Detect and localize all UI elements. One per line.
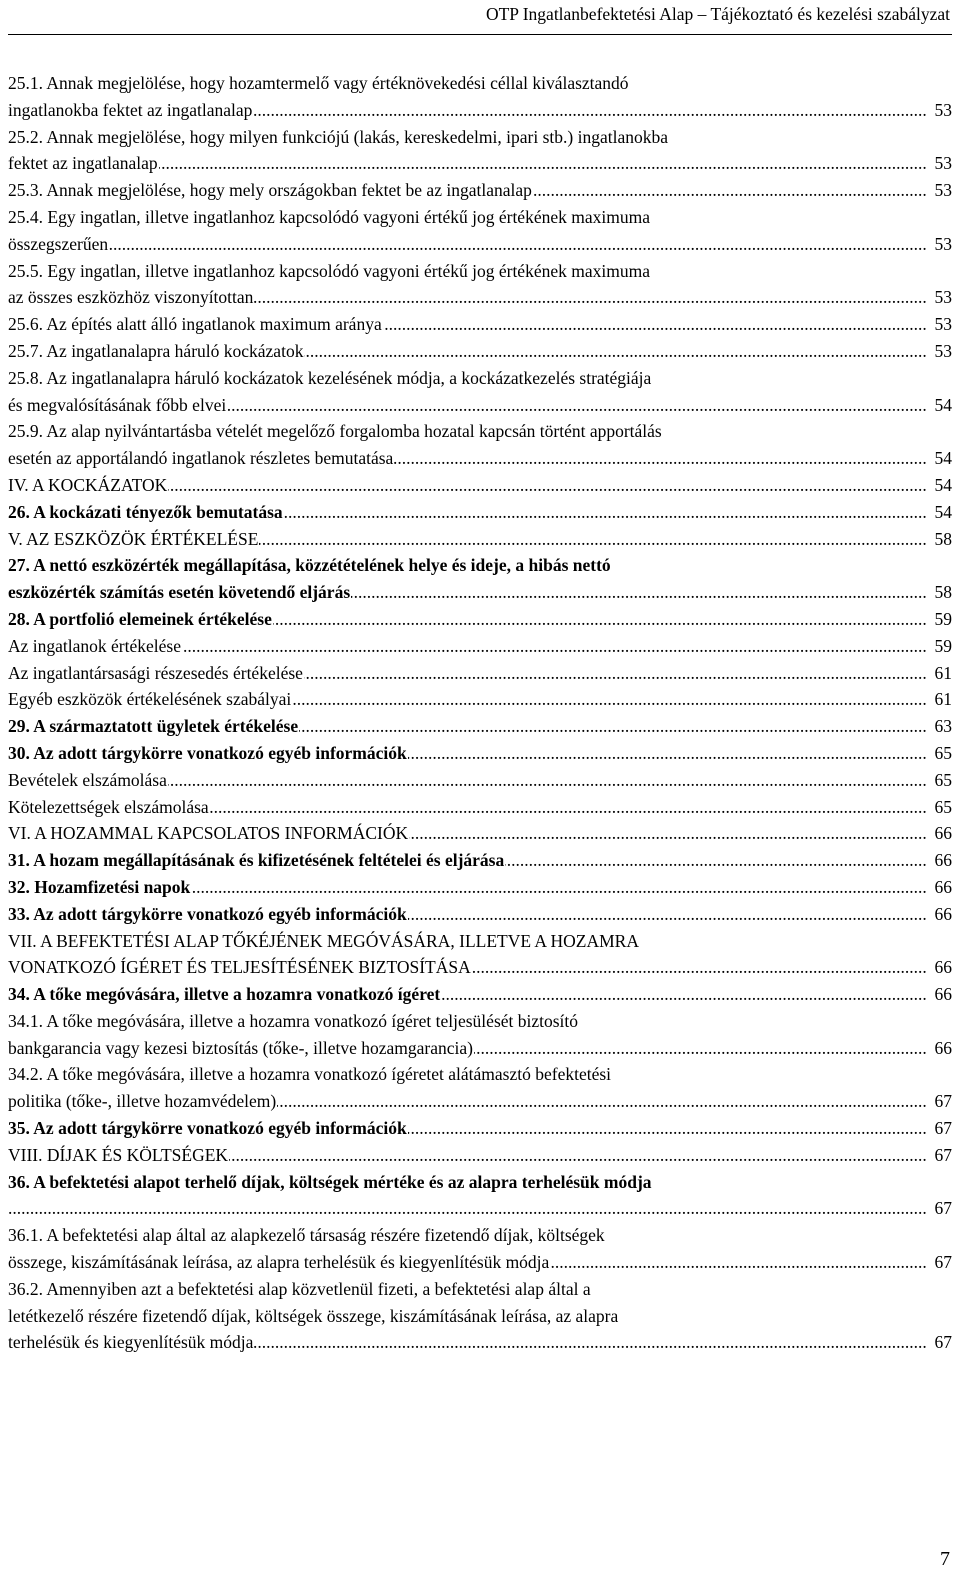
toc-entry[interactable] — [8, 231, 952, 258]
toc-entry-page: 53 — [933, 150, 953, 177]
toc-entry-text: összege, kiszámításának leírása, az alapra terhelésük és kiegyenlítésük módja — [8, 1252, 550, 1273]
toc-entry-page: 53 — [933, 284, 953, 311]
toc-entry-text: 34.2. A tőke megóvására, illetve a hozamra vonatkozó ígéretet alátámasztó befektetési — [8, 1064, 612, 1085]
toc-entry-text: IV. A KOCKÁZATOK — [8, 474, 168, 495]
toc-entry[interactable] — [8, 981, 952, 1008]
toc-entry-text: az összes eszközhöz viszonyítottan — [8, 287, 254, 308]
toc-entry-text: 34. A tőke megóvására, illetve a hozamra vonatkozó ígéret — [8, 984, 441, 1005]
toc-entry-text: 30. Az adott tárgykörre vonatkozó egyéb információk — [8, 742, 407, 763]
toc-entry-text: 34.1. A tőke megóvására, illetve a hozamra vonatkozó ígéret teljesülését biztosító — [8, 1010, 579, 1031]
toc-entry[interactable] — [8, 338, 952, 365]
toc-entry-page: 53 — [933, 311, 953, 338]
toc-entry[interactable] — [8, 552, 952, 579]
toc-entry-text: 28. A portfolió elemeinek értékelése — [8, 608, 272, 629]
toc-entry-page: 59 — [933, 606, 953, 633]
toc-entry[interactable] — [8, 901, 952, 928]
toc-entry-page: 67 — [933, 1088, 953, 1115]
toc-entry[interactable] — [8, 1276, 952, 1303]
toc-entry[interactable] — [8, 1035, 952, 1062]
table-of-contents — [8, 70, 952, 1356]
toc-entry-page: 61 — [933, 686, 953, 713]
toc-entry[interactable] — [8, 204, 952, 231]
toc-entry-page: 67 — [933, 1142, 953, 1169]
toc-entry-page: 66 — [933, 874, 953, 901]
toc-entry[interactable] — [8, 820, 952, 847]
toc-entry-page: 54 — [933, 472, 953, 499]
toc-entry[interactable] — [8, 740, 952, 767]
toc-entry[interactable] — [8, 1222, 952, 1249]
toc-entry-text: Kötelezettségek elszámolása — [8, 796, 209, 817]
toc-entry-text: VII. A BEFEKTETÉSI ALAP TŐKÉJÉNEK MEGÓVÁSÁRA, ILLETVE A HOZAMRA — [8, 930, 639, 951]
toc-entry-page: 54 — [933, 445, 953, 472]
toc-entry[interactable] — [8, 579, 952, 606]
toc-entry-text: Az ingatlanok értékelése — [8, 635, 181, 656]
toc-entry-text: 25.7. Az ingatlanalapra háruló kockázatok — [8, 340, 304, 361]
toc-entry-text: 31. A hozam megállapításának és kifizetésének feltételei és eljárása — [8, 850, 505, 871]
toc-entry[interactable] — [8, 1061, 952, 1088]
header-rule — [8, 34, 952, 35]
toc-entry-text: VONATKOZÓ ÍGÉRET ÉS TELJESÍTÉSÉNEK BIZTOSÍTÁSA — [8, 957, 471, 978]
toc-entry-text: 27. A nettó eszközérték megállapítása, közzétételének helye és ideje, a hibás nettó — [8, 555, 611, 576]
toc-entry[interactable] — [8, 177, 952, 204]
toc-entry-text — [8, 1198, 9, 1218]
page-header: OTP Ingatlanbefektetési Alap – Tájékoztató és kezelési szabályzat — [485, 4, 950, 24]
toc-entry-text: VI. A HOZAMMAL KAPCSOLATOS INFORMÁCIÓK — [8, 823, 409, 844]
toc-entry[interactable] — [8, 606, 952, 633]
toc-entry-page: 53 — [933, 231, 953, 258]
toc-entry-text: VIII. DÍJAK ÉS KÖLTSÉGEK — [8, 1144, 229, 1165]
toc-entry-page: 53 — [933, 338, 953, 365]
toc-entry-text: politika (tőke-, illetve hozamvédelem) — [8, 1091, 277, 1112]
toc-entry[interactable] — [8, 954, 952, 981]
toc-entry-page: 66 — [933, 981, 953, 1008]
toc-entry-page: 67 — [933, 1195, 953, 1222]
toc-entry[interactable] — [8, 847, 952, 874]
page-number: 7 — [940, 1548, 950, 1570]
toc-entry-text: 35. Az adott tárgykörre vonatkozó egyéb információk — [8, 1118, 407, 1139]
toc-entry[interactable] — [8, 794, 952, 821]
toc-entry-page: 59 — [933, 633, 953, 660]
toc-entry[interactable] — [8, 499, 952, 526]
toc-entry-page: 67 — [933, 1249, 953, 1276]
toc-entry-text: V. AZ ESZKÖZÖK ÉRTÉKELÉSE — [8, 528, 259, 549]
toc-entry-page: 54 — [933, 392, 953, 419]
toc-entry[interactable] — [8, 1115, 952, 1142]
toc-entry[interactable] — [8, 258, 952, 285]
toc-entry[interactable] — [8, 713, 952, 740]
toc-entry-page: 63 — [933, 713, 953, 740]
toc-entry-text: 36.1. A befektetési alap által az alapkezelő társaság részére fizetendő díjak, költségek — [8, 1225, 605, 1246]
toc-entry-page: 66 — [933, 820, 953, 847]
toc-entry-text: 25.9. Az alap nyilvántartásba vételét megelőző forgalomba hozatal kapcsán történt apportálás — [8, 421, 662, 442]
toc-entry-text: 25.2. Annak megjelölése, hogy milyen funkciójú (lakás, kereskedelmi, ipari stb.) ingatlanokba — [8, 126, 668, 147]
toc-entry-page: 58 — [933, 526, 953, 553]
toc-entry[interactable] — [8, 70, 952, 97]
toc-entry-page: 66 — [933, 847, 953, 874]
toc-entry[interactable] — [8, 284, 952, 311]
toc-entry-page: 53 — [933, 177, 953, 204]
toc-entry[interactable] — [8, 1303, 952, 1330]
toc-entry-page: 65 — [933, 794, 953, 821]
toc-entry-text: esetén az apportálandó ingatlanok részletes bemutatása — [8, 448, 394, 469]
toc-entry[interactable] — [8, 150, 952, 177]
toc-entry[interactable] — [8, 874, 952, 901]
toc-entry[interactable] — [8, 633, 952, 660]
toc-entry-text: és megvalósításának főbb elvei — [8, 394, 227, 415]
toc-entry-page: 66 — [933, 1035, 953, 1062]
toc-entry-page: 54 — [933, 499, 953, 526]
toc-entry[interactable] — [8, 1249, 952, 1276]
toc-entry-page: 66 — [933, 954, 953, 981]
toc-entry-text: 25.3. Annak megjelölése, hogy mely országokban fektet be az ingatlanalap — [8, 180, 532, 201]
toc-entry-page: 67 — [933, 1115, 953, 1142]
toc-entry-text: eszközérték számítás esetén követendő eljárás — [8, 582, 351, 603]
toc-entry[interactable] — [8, 1329, 952, 1356]
toc-entry-text: 26. A kockázati tényezők bemutatása — [8, 501, 283, 522]
toc-entry[interactable] — [8, 1088, 952, 1115]
toc-entry-text: letétkezelő részére fizetendő díjak, költségek összege, kiszámításának leírása, az alapra — [8, 1305, 619, 1326]
toc-entry[interactable] — [8, 365, 952, 392]
toc-entry-page: 67 — [933, 1329, 953, 1356]
toc-entry-text: 36. A befektetési alapot terhelő díjak, költségek mértéke és az alapra terhelésük módja — [8, 1171, 652, 1192]
toc-entry[interactable] — [8, 660, 952, 687]
toc-entry[interactable] — [8, 1169, 952, 1196]
toc-entry-page: 65 — [933, 767, 953, 794]
toc-entry-text: Bevételek elszámolása — [8, 769, 167, 790]
toc-entry-page: 61 — [933, 660, 953, 687]
toc-entry-page: 66 — [933, 901, 953, 928]
toc-entry-text: bankgarancia vagy kezesi biztosítás (tőke-, illetve hozamgarancia) — [8, 1037, 473, 1058]
toc-entry-text: ingatlanokba fektet az ingatlanalap — [8, 99, 253, 120]
toc-entry[interactable] — [8, 311, 952, 338]
toc-entry[interactable] — [8, 472, 952, 499]
toc-entry-text: 25.4. Egy ingatlan, illetve ingatlanhoz kapcsolódó vagyoni értékű jog értékének maximuma — [8, 206, 650, 227]
toc-entry-text: 29. A származtatott ügyletek értékelése — [8, 716, 299, 737]
toc-entry-text: Az ingatlantársasági részesedés értékelése — [8, 662, 303, 683]
toc-entry-text: 36.2. Amennyiben azt a befektetési alap közvetlenül fizeti, a befektetési alap által a — [8, 1278, 591, 1299]
toc-entry[interactable] — [8, 526, 952, 553]
toc-entry-page: 53 — [933, 97, 953, 124]
toc-entry-text: 25.1. Annak megjelölése, hogy hozamtermelő vagy értéknövekedési céllal kiválasztandó — [8, 73, 629, 93]
toc-entry-text: 33. Az adott tárgykörre vonatkozó egyéb információk — [8, 903, 407, 924]
toc-entry-text: fektet az ingatlanalap — [8, 153, 158, 174]
toc-entry[interactable] — [8, 97, 952, 124]
toc-entry-text: Egyéb eszközök értékelésének szabályai — [8, 689, 292, 710]
toc-entry-text: 25.8. Az ingatlanalapra háruló kockázatok kezelésének módja, a kockázatkezelés stratégiája — [8, 367, 652, 388]
toc-entry[interactable] — [8, 392, 952, 419]
toc-entry[interactable] — [8, 928, 952, 955]
toc-entry-page: 65 — [933, 740, 953, 767]
toc-entry[interactable] — [8, 445, 952, 472]
toc-entry[interactable] — [8, 124, 952, 151]
toc-entry-text: 25.5. Egy ingatlan, illetve ingatlanhoz kapcsolódó vagyoni értékű jog értékének maximuma — [8, 260, 650, 281]
toc-entry-text: 25.6. Az építés alatt álló ingatlanok maximum aránya — [8, 314, 382, 335]
toc-entry[interactable] — [8, 1195, 952, 1222]
toc-entry[interactable] — [8, 767, 952, 794]
toc-entry[interactable] — [8, 418, 952, 445]
toc-entry-text: összegszerűen — [8, 233, 109, 254]
toc-entry-text: terhelésük és kiegyenlítésük módja — [8, 1332, 254, 1353]
toc-entry-text: 32. Hozamfizetési napok — [8, 876, 191, 897]
toc-entry[interactable] — [8, 1142, 952, 1169]
toc-entry-page: 58 — [933, 579, 953, 606]
toc-entry[interactable] — [8, 686, 952, 713]
toc-entry[interactable] — [8, 1008, 952, 1035]
